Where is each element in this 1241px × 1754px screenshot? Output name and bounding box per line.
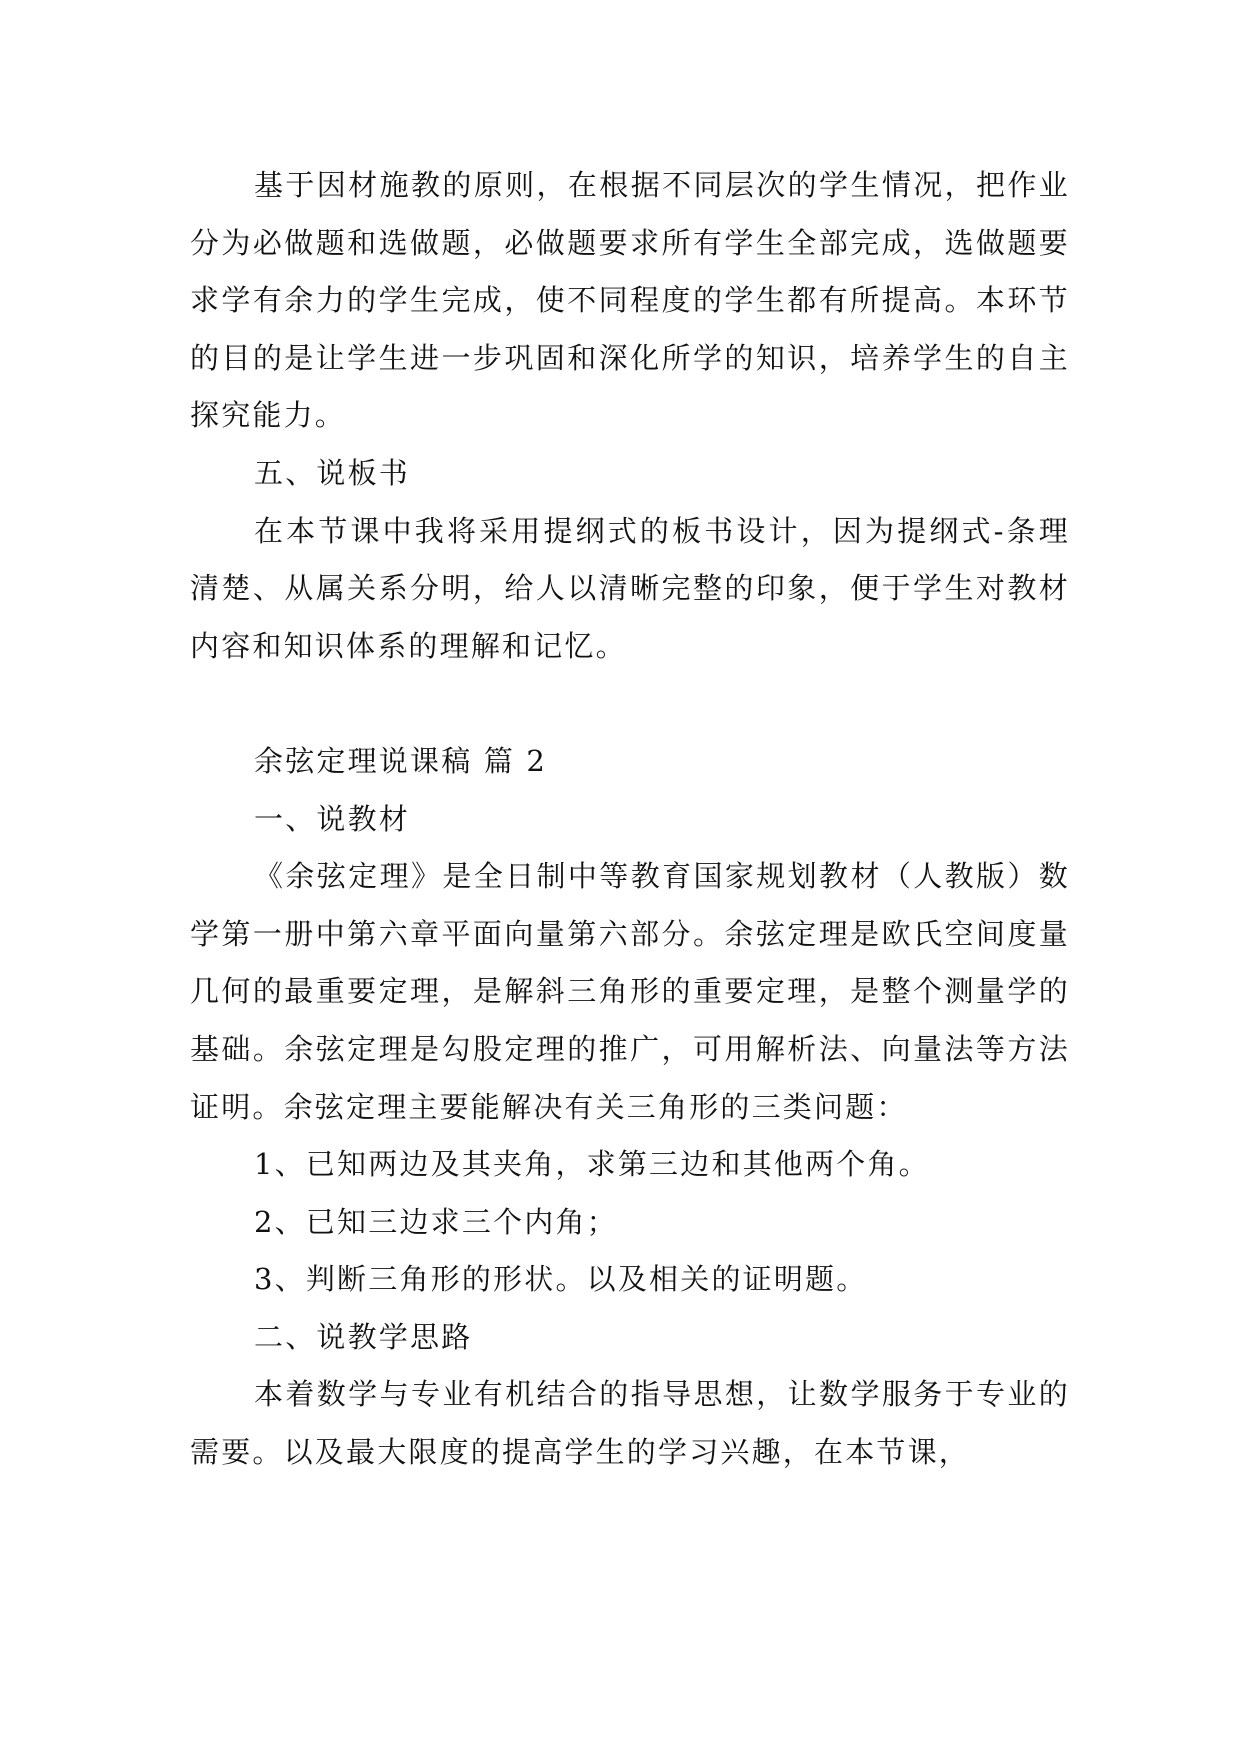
heading-textbook: 一、说教材 [254,801,411,836]
heading-teaching-approach: 二、说教学思路 [254,1319,473,1354]
document-body [190,157,1070,1482]
section-title: 余弦定理说课稿 篇 2 [254,743,548,778]
paragraph-differentiated-homework: 基于因材施教的原则，在根据不同层次的学生情况，把作业分为必做题和选做题，必做题要求所有学生全部完成，选做题要求学有余力的学生完成，使不同程度的学生都有所提高。本环节的目的是让学生进一步巩固和深化所学的知识，培养学生的自主探究能力。 [190,168,1070,433]
paragraph-textbook-description: 《余弦定理》是全日制中等教育国家规划教材（人教版）数学第一册中第六章平面向量第六部分。余弦定理是欧氏空间度量几何的最重要定理，是解斜三角形的重要定理，是整个测量学的基础。余弦定理是勾股定理的推广，可用解析法、向量法等方法证明。余弦定理主要能解决有关三角形的三类问题： [190,859,1070,1124]
list-item-problem-2: 2、已知三边求三个内角； [254,1204,618,1239]
paragraph-teaching-approach: 本着数学与专业有机结合的指导思想，让数学服务于专业的需要。以及最大限度的提高学生的学习兴趣，在本节课， [190,1377,1070,1470]
heading-board-writing: 五、说板书 [254,455,411,490]
paragraph-board-design: 在本节课中我将采用提纲式的板书设计，因为提纲式-条理清楚、从属关系分明，给人以清晰完整的印象，便于学生对教材内容和知识体系的理解和记忆。 [190,513,1070,663]
list-item-problem-3: 3、判断三角形的形状。以及相关的证明题。 [254,1262,868,1297]
section-gap [190,675,1070,733]
list-item-problem-1: 1、已知两边及其夹角，求第三边和其他两个角。 [254,1147,930,1182]
